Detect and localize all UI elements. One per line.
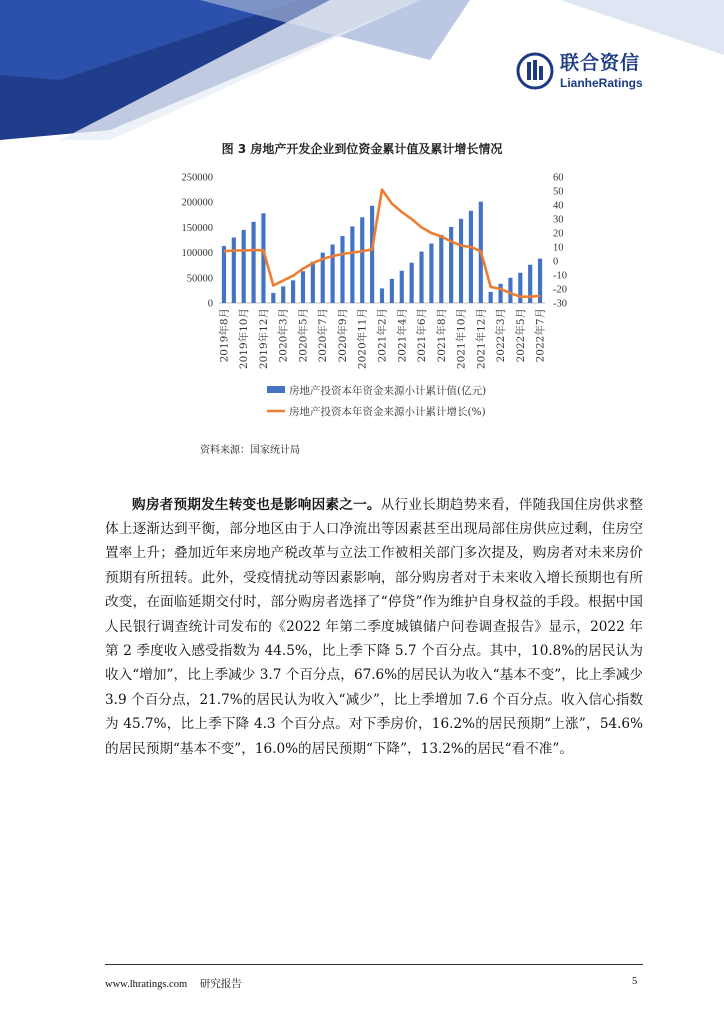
paragraph-lead: 购房者预期发生转变也是影响因素之一。	[132, 496, 381, 513]
bar	[232, 237, 236, 303]
x-tick-label: 2021年8月	[435, 308, 448, 363]
bar	[370, 206, 374, 303]
bar	[419, 252, 423, 303]
y-right-tick-label: -20	[553, 284, 567, 296]
bar	[518, 273, 522, 303]
bar	[459, 219, 463, 303]
legend-bar-label: 房地产投资本年资金来源小计累计值(亿元)	[289, 385, 487, 397]
x-tick-label: 2022年3月	[495, 308, 508, 363]
bar	[331, 245, 335, 303]
x-tick-label: 2019年10月	[238, 308, 251, 370]
x-tick-label: 2021年2月	[376, 308, 389, 363]
x-tick-label: 2021年6月	[416, 308, 429, 363]
footer-left	[105, 976, 252, 991]
bar	[281, 286, 285, 303]
bar	[271, 293, 275, 303]
figure-source: 资料来源：国家统计局	[200, 445, 300, 456]
bar	[390, 279, 394, 303]
y-left-tick-label: 50000	[186, 273, 213, 285]
company-logo	[516, 52, 643, 90]
logo-english-name: LianheRatings	[560, 75, 643, 90]
x-tick-label: 2020年7月	[317, 308, 330, 363]
paragraph-text: 从行业长期趋势来看，伴随我国住房供求整体上逐渐达到平衡，部分地区由于人口净流出等因素甚至出现局部住房供应过剩，住房空置率上升；叠加近年来房地产税改革与立法工作被相关部门多次提及，购房者对未来房价预期有所扭转。此外，受疫情扰动等因素影响，部分购房者对于未来收入增长预期也有所改变，在面临延期交付时，部分购房者选择了“停贷”作为维护自身权益的手段。根据中国人民银行调查统计司发布的《2022 年第二季度城镇储户问卷调查报告》显示，2022 年第 2 季度收入感受指数为 44.5%，比上季下降 5.7 个百分点。其中，10.8%的居民认为收入“增加”，比上季减少 3.7 个百分点，67.6%的居民认为收入“基本不变”，比上季减少 3.9 个百分点，21.7%的居民认为收入“减少”，比上季增加 7.6 个百分点。收入信心指数为 45.7%，比上季下降 4.3 个百分点。对下季房价，16.2%的居民预期“上涨”，54.6%的居民预期“基本不变”，16.0%的居民预期“下降”，13.2%的居民“看不准”。	[105, 496, 643, 757]
x-tick-label: 2020年11月	[356, 308, 369, 370]
y-left-tick-label: 100000	[181, 248, 213, 260]
bar	[439, 235, 443, 303]
lianhe-logo-icon	[516, 52, 554, 90]
bar	[242, 230, 246, 303]
bar	[360, 217, 364, 303]
x-tick-label: 2022年5月	[514, 308, 527, 363]
x-tick-label: 2019年8月	[218, 308, 231, 363]
bar	[429, 244, 433, 303]
y-right-tick-label: 60	[553, 172, 564, 184]
y-right-tick-label: 50	[553, 186, 564, 198]
x-tick-label: 2022年7月	[534, 308, 547, 363]
legend-bar-swatch	[267, 386, 285, 393]
x-tick-label: 2020年5月	[297, 308, 310, 363]
body-paragraph	[105, 493, 643, 761]
bar	[311, 262, 315, 303]
bar	[489, 292, 493, 303]
x-tick-label: 2021年12月	[475, 308, 488, 370]
bar	[508, 278, 512, 303]
y-right-tick-label: 10	[553, 242, 564, 254]
x-tick-label: 2020年9月	[336, 308, 349, 363]
y-right-tick-label: -10	[553, 270, 567, 282]
y-left-tick-label: 150000	[181, 222, 213, 234]
x-tick-label: 2021年4月	[396, 308, 409, 363]
bar	[400, 271, 404, 303]
growth-line	[224, 190, 540, 297]
bar	[410, 263, 414, 303]
y-right-tick-label: 40	[553, 200, 564, 212]
x-tick-label: 2021年10月	[455, 308, 468, 370]
x-tick-label: 2020年3月	[277, 308, 290, 363]
bar	[222, 246, 226, 303]
bar	[380, 288, 384, 303]
bar	[291, 280, 295, 303]
bar	[340, 236, 344, 303]
legend-line-label: 房地产投资本年资金来源小计累计增长(%)	[289, 406, 486, 418]
footer-website: www.lhratings.com	[105, 979, 188, 990]
funding-chart	[173, 165, 579, 430]
bar	[301, 271, 305, 303]
y-right-tick-label: 0	[553, 256, 559, 268]
y-left-tick-label: 0	[207, 298, 213, 310]
figure-title: 图 3 房地产开发企业到位资金累计值及累计增长情况	[221, 142, 503, 156]
page-number: 5	[632, 976, 638, 987]
bar	[252, 222, 256, 303]
y-right-tick-label: -30	[553, 298, 567, 310]
y-right-tick-label: 30	[553, 214, 564, 226]
bar	[498, 284, 502, 303]
footer-section: 研究报告	[199, 979, 242, 990]
footer-divider	[105, 964, 643, 965]
logo-chinese-name: 联合资信	[560, 51, 641, 74]
bar	[350, 226, 354, 303]
x-tick-label: 2019年12月	[257, 308, 270, 370]
bar	[469, 211, 473, 303]
bar	[449, 227, 453, 303]
y-right-tick-label: 20	[553, 228, 564, 240]
y-left-tick-label: 200000	[181, 197, 213, 209]
y-left-tick-label: 250000	[181, 172, 213, 184]
